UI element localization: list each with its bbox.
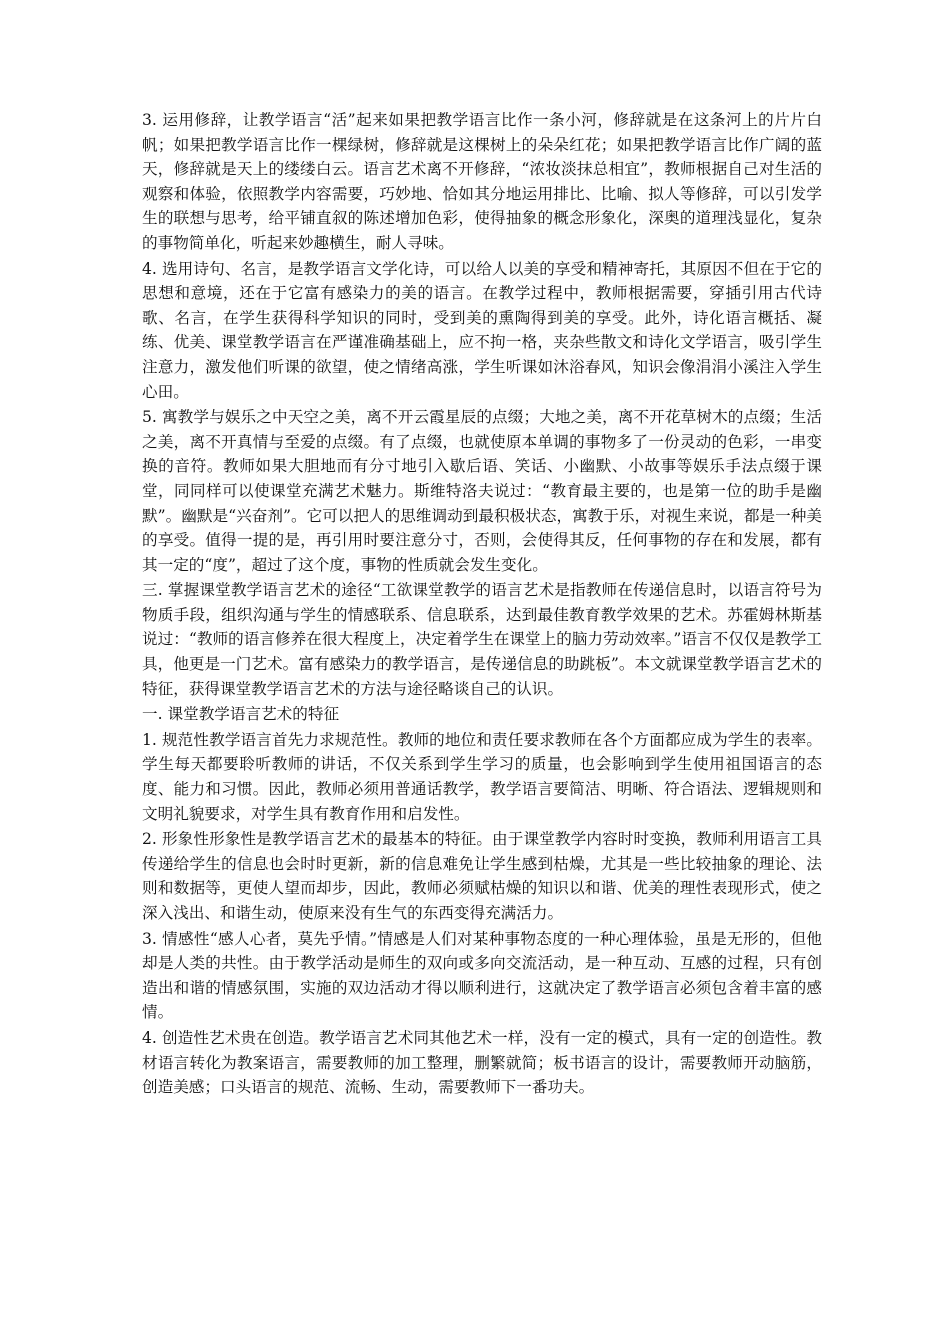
paragraph-entertainment: 5. 寓教学与娱乐之中天空之美，离不开云霞星辰的点缀；大地之美，离不开花草树木的点缀；生活之美，离不开真情与至爱的点缀。有了点缀，也就使原本单调的事物多了一份灵动的色彩，一串变换的音符。教师如果大胆地而有分寸地引入歇后语、笑话、小幽默、小故事等娱乐手法点缀于课堂，同同样可以使课堂充满艺术魅力。斯维特洛夫说过：“教育最主要的，也是第一位的助手是幽默”。幽默是“兴奋剂”。它可以把人的思维调动到最积极状态，寓教于乐，对视生来说，都是一种美的享受。值得一提的是，再引用时要注意分寸，否则，会使得其反，任何事物的存在和发展，都有其一定的“度”，超过了这个度，事物的性质就会发生变化。 <box>142 408 822 574</box>
paragraph-poetry-quotes: 4. 选用诗句、名言，是教学语言文学化诗，可以给人以美的享受和精神寄托，其原因不但在于它的思想和意境，还在于它富有感染力的美的语言。在教学过程中，教师根据需要，穿插引用古代诗歌、名言，在学生获得科学知识的同时，受到美的熏陶得到美的享受。此外，诗化语言概括、凝练、优美、课堂教学语言在严谨准确基础上，应不拘一格，夹杂些散文和诗化文学语言，吸引学生注意力，激发他们听课的欲望，使之情绪高涨，学生听课如沐浴春风，知识会像涓涓小溪注入学生心田。 <box>142 259 822 401</box>
paragraph-imagery: 2. 形象性形象性是教学语言艺术的最基本的特征。由于课堂教学内容时时变换，教师利用语言工具传递给学生的信息也会时时更新，新的信息难免让学生感到枯燥，尤其是一些比较抽象的理论、法则和数据等，更使人望而却步，因此，教师必须赋枯燥的知识以和谐、优美的理性表现形式，使之深入浅出、和谐生动，使原来没有生气的东西变得充满活力。 <box>142 830 822 922</box>
section-heading-features: 一. 课堂教学语言艺术的特征 <box>142 705 340 724</box>
document-page <box>142 108 822 1100</box>
paragraph-section-three: 三. 掌握课堂教学语言艺术的途径“工欲课堂教学的语言艺术是指教师在传递信息时，以语言符号为物质手段，组织沟通与学生的情感联系、信息联系，达到最佳教育教学效果的艺术。苏霍姆林斯基说过：“教师的语言修养在很大程度上，决定着学生在课堂上的脑力劳动效率。”语言不仅仅是教学工具，他更是一门艺术。富有感染力的教学语言，是传递信息的助跳板”。本文就课堂教学语言艺术的特征，获得课堂教学语言艺术的方法与途径略谈自己的认识。 <box>142 581 822 698</box>
paragraph-normativity: 1. 规范性教学语言首先力求规范性。教师的地位和责任要求教师在各个方面都应成为学生的表率。学生每天都要聆听教师的讲话，不仅关系到学生学习的质量，也会影响到学生使用祖国语言的态度、能力和习惯。因此，教师必须用普通话教学，教学语言要简洁、明晰、符合语法、逻辑规则和文明礼貌要求，对学生具有教育作用和启发性。 <box>142 730 822 823</box>
paragraph-creativity: 4. 创造性艺术贵在创造。教学语言艺术同其他艺术一样，没有一定的模式，具有一定的创造性。教材语言转化为教案语言，需要教师的加工整理，删繁就简；板书语言的设计，需要教师开动脑筋，创造美感；口头语言的规范、流畅、生动，需要教师下一番功夫。 <box>142 1028 822 1097</box>
paragraph-rhetoric: 3. 运用修辞，让教学语言“活”起来如果把教学语言比作一条小河，修辞就是在这条河上的片片白帆；如果把教学语言比作一棵绿树，修辞就是这棵树上的朵朵红花；如果把教学语言比作广阔的蓝天，修辞就是天上的缕缕白云。语言艺术离不开修辞，“浓妆淡抹总相宜”，教师根据自己对生活的观察和体验，依照教学内容需要，巧妙地、恰如其分地运用排比、比喻、拟人等修辞，可以引发学生的联想与思考，给平铺直叙的陈述增加色彩，使得抽象的概念形象化，深奥的道理浅显化，复杂的事物简单化，听起来妙趣横生，耐人寻味。 <box>142 111 822 252</box>
paragraph-emotion: 3. 情感性“感人心者，莫先乎情。”情感是人们对某种事物态度的一种心理体验，虽是无形的，但他却是人类的共性。由于教学活动是师生的双向或多向交流活动，是一种互动、互感的过程，只有创造出和谐的情感氛围，实施的双边活动才得以顺利进行，这就决定了教学语言必须包含着丰富的感情。 <box>142 929 822 1022</box>
